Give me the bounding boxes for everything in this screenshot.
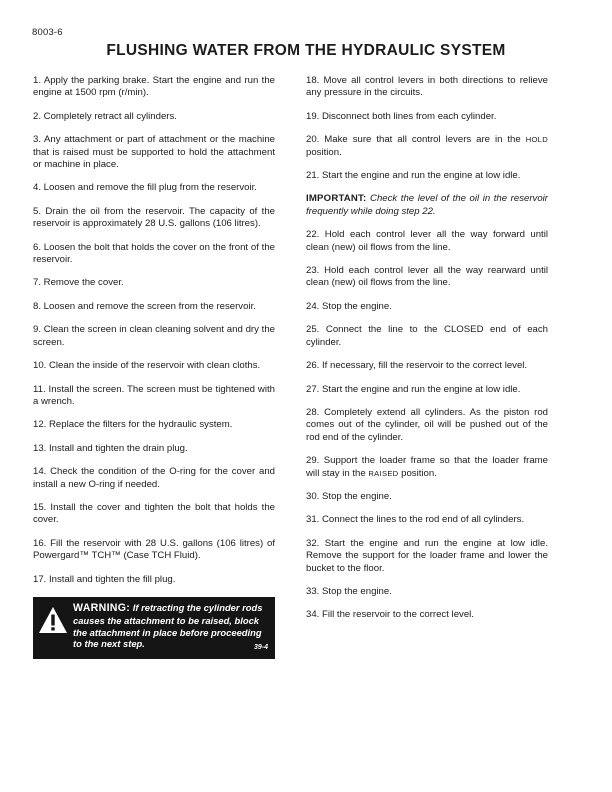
- warning-box: [33, 597, 275, 659]
- warning-triangle-icon: [38, 606, 68, 634]
- step-13: 13. Install and tighten the drain plug.: [33, 442, 188, 454]
- step-21: 21. Start the engine and run the engine at low idle.: [306, 170, 521, 182]
- step-29-raised: RAISED: [368, 468, 399, 478]
- step-11: 11. Install the screen. The screen must be tightened with a wrench.: [33, 383, 275, 407]
- step-10: 10. Clean the inside of the reservoir with clean cloths.: [33, 360, 261, 372]
- step-9: 9. Clean the screen in clean cleaning solvent and dry the screen.: [33, 324, 275, 348]
- step-14: 14. Check the condition of the O-ring for the cover and install a new O-ring if needed.: [33, 466, 275, 490]
- right-column: [306, 75, 548, 633]
- step-4: 4. Loosen and remove the fill plug from the reservoir.: [33, 182, 257, 194]
- step-33: 33. Stop the engine.: [306, 585, 392, 597]
- step-31: 31. Connect the lines to the rod end of all cylinders.: [306, 514, 525, 526]
- step-6: 6. Loosen the bolt that holds the cover on the front of the reservoir.: [33, 241, 275, 266]
- step-7: 7. Remove the cover.: [33, 277, 124, 289]
- step-20-text: 20. Make sure that all control levers are in the: [306, 134, 526, 146]
- step-1: 1. Apply the parking brake. Start the engine and run the engine at 1500 rpm (r/min).: [33, 75, 275, 99]
- step-28: 28. Completely extend all cylinders. As the piston rod comes out of the cylinder, oil will be pushed out of the rod end of the cylinder.: [306, 406, 548, 443]
- step-12: 12. Replace the filters for the hydraulic system.: [33, 419, 233, 431]
- step-22: 22. Hold each control lever all the way forward until clean (new) oil flows from the line.: [306, 229, 548, 253]
- step-18: 18. Move all control levers in both directions to relieve any pressure in the circuits.: [306, 75, 548, 99]
- step-20: [306, 134, 548, 159]
- step-26: 26. If necessary, fill the reservoir to the correct level.: [306, 360, 528, 372]
- warning-code: 39-4: [253, 643, 268, 651]
- important-text: Check the level of the oil in the reservoir frequently while doing step 22.: [306, 193, 548, 217]
- step-16: 16. Fill the reservoir with 28 U.S. gallons (106 litres) of Powergard™ TCH™ (Case TCH Fluid).: [33, 537, 275, 562]
- step-29-end: position.: [398, 467, 437, 479]
- warning-message: If retracting the cylinder rods causes the attachment to be raised, block the attachment in place before proceeding to the next step.: [73, 601, 263, 650]
- step-23: 23. Hold each control lever all the way rearward until clean (new) oil flows from the line.: [306, 265, 548, 289]
- step-29-text: 29. Support the loader frame so that the loader frame will stay in the: [306, 455, 548, 479]
- step-25: 25. Connect the line to the CLOSED end of each cylinder.: [306, 324, 548, 348]
- important-label: IMPORTANT:: [306, 193, 367, 205]
- step-2: 2. Completely retract all cylinders.: [33, 110, 177, 122]
- step-15: 15. Install the cover and tighten the bolt that holds the cover.: [33, 501, 275, 526]
- step-30: 30. Stop the engine.: [306, 490, 392, 502]
- step-24: 24. Stop the engine.: [306, 300, 392, 312]
- step-20-end: position.: [306, 146, 342, 158]
- step-5: 5. Drain the oil from the reservoir. The capacity of the reservoir is approximately 28 U.S. gallons (106 litres).: [33, 205, 275, 230]
- warning-text: [73, 602, 269, 650]
- page-number: 8003-6: [32, 27, 63, 38]
- step-34: 34. Fill the reservoir to the correct level.: [306, 609, 474, 621]
- step-32: 32. Start the engine and run the engine at low idle. Remove the support for the loader frame and lower the bucket to the floor.: [306, 537, 548, 574]
- page-title: FLUSHING WATER FROM THE HYDRAULIC SYSTEM: [106, 42, 506, 59]
- warning-label: WARNING:: [73, 601, 131, 614]
- step-3: 3. Any attachment or part of attachment or the machine that is raised must be supported to hold the attachment or machine in place.: [33, 134, 275, 171]
- step-8: 8. Loosen and remove the screen from the reservoir.: [33, 300, 256, 312]
- left-column: [33, 75, 275, 659]
- step-19: 19. Disconnect both lines from each cylinder.: [306, 110, 497, 122]
- step-29: [306, 455, 548, 480]
- step-20-hold: HOLD: [525, 135, 548, 145]
- step-27: 27. Start the engine and run the engine at low idle.: [306, 383, 521, 395]
- step-17: 17. Install and tighten the fill plug.: [33, 573, 176, 585]
- important-note: [306, 193, 548, 218]
